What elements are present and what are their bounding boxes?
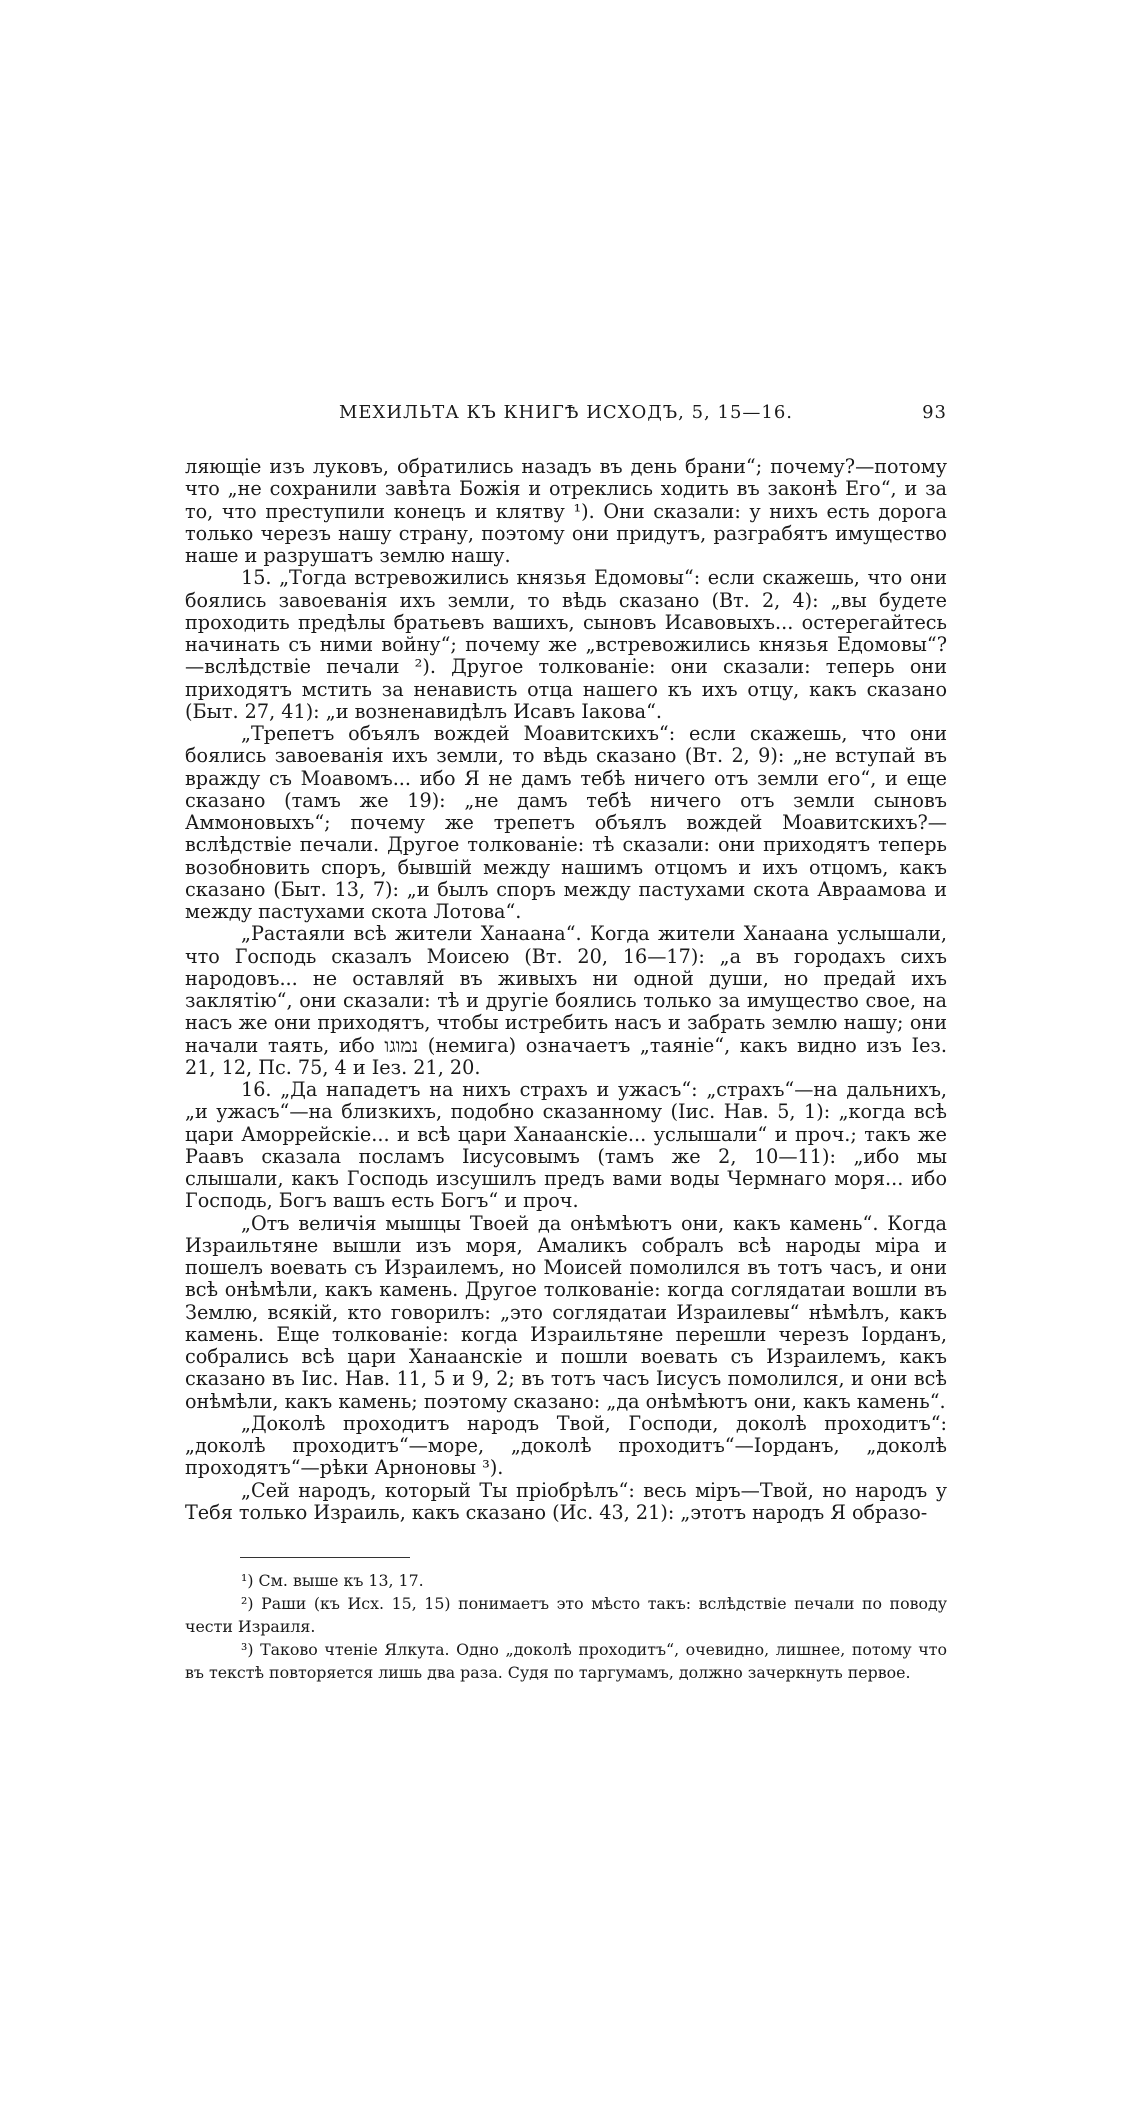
footnote-mark: ²)	[241, 1594, 254, 1613]
running-header	[185, 402, 947, 428]
paragraph-people: „Сей народъ, который Ты пріобрѣлъ“: весь міръ—Твой, но народъ у Тебя только Израиль, какъ сказано (Ис. 43, 21): „этотъ народъ Я образо-	[185, 1478, 947, 1524]
footnote-text: Раши (къ Исх. 15, 15) понимаетъ это мѣсто такъ: вслѣдствіе печали по поводу чести Израиля.	[185, 1594, 948, 1636]
footnote-text: Таково чтеніе Ялкута. Одно „доколѣ проходитъ“, очевидно, лишнее, потому что въ текстѣ повторяется лишь два раза. Судя по таргумамъ, должно зачеркнуть первое.	[185, 1640, 947, 1682]
paragraph-canaan: „Растаяли всѣ жители Ханаана“. Когда жители Ханаана услышали, что Господь сказалъ Моисею (Вт. 20, 16—17): „а въ городахъ сихъ народовъ... не оставляй въ живыхъ ни одной души, но предай ихъ заклятію“, они сказали: тѣ и другіе боялись только за имущество свое, на насъ же они приходятъ, чтобы истребить насъ и забрать землю нашу; они начали таять, ибо נמוגו (немига) означаетъ „таяніе“, какъ видно изъ Іез. 21, 12, Пс. 75, 4 и Іез. 21, 20.	[185, 922, 948, 1079]
footnote-text: См. выше къ 13, 17.	[258, 1571, 424, 1590]
footnote	[185, 1592, 947, 1638]
running-title: МЕХИЛЬТА КЪ КНИГѢ ИСХОДЪ, 5, 15—16.	[338, 402, 794, 423]
paragraph-pass-over: „Доколѣ проходитъ народъ Твой, Господи, доколѣ проходитъ“: „доколѣ проходитъ“—море, „доколѣ проходитъ“—Іорданъ, „доколѣ проходятъ“—рѣки Арноновы ³).	[185, 1411, 947, 1480]
footnotes	[185, 1569, 947, 1684]
footnote-divider	[240, 1557, 410, 1558]
main-text	[185, 456, 947, 1524]
paragraph-moab: „Трепетъ объялъ вождей Моавитскихъ“: если скажешь, что они боялись завоеванія ихъ земли, то вѣдь сказано (Вт. 2, 9): „не вступай въ вражду съ Моавомъ... ибо Я не дамъ тебѣ ничего отъ земли его“, и еще сказано (тамъ же 19): „не дамъ тебѣ ничего отъ земли сыновъ Аммоновыхъ“; почему же трепетъ объялъ вождей Моавитскихъ?—вслѣдствіе печали. Другое толкованіе: тѣ сказали: они приходятъ теперь возобновить споръ, бывшій между нашимъ отцомъ и ихъ отцомъ, какъ сказано (Быт. 13, 7): „и былъ споръ между пастухами скота Авраамова и между пастухами скота Лотова“.	[185, 722, 947, 923]
footnote-mark: ¹)	[241, 1571, 254, 1590]
paragraph-stone: „Отъ величія мышцы Твоей да онѣмѣютъ они, какъ камень“. Когда Израильтяне вышли изъ моря, Амаликъ собралъ всѣ народы міра и пошелъ воевать съ Израилемъ, но Моисей помолился въ тотъ часъ, и они всѣ онѣмѣли, какъ камень. Другое толкованіе: когда соглядатаи вошли въ Землю, всякій, кто говорилъ: „это соглядатаи Израилевы“ нѣмѣлъ, какъ камень. Еще толкованіе: когда Израильтяне перешли черезъ Іорданъ, собрались всѣ цари Ханаанскіе и пошли воевать съ Израилемъ, какъ сказано въ Іис. Нав. 11, 5 и 9, 2; въ тотъ часъ Іисусъ помолился, и они всѣ онѣмѣли, какъ камень; поэтому сказано: „да онѣмѣютъ они, какъ камень“.	[185, 1211, 947, 1413]
paragraph-continued: ляющіе изъ луковъ, обратились назадъ въ день брани“; почему?—потому что „не сохранили завѣта Божія и отреклись ходить въ законѣ Его“, и за то, что преступили конецъ и клятву ¹). Они сказали: у нихъ есть дорога только черезъ нашу страну, поэтому они придутъ, разграбятъ имущество наше и разрушатъ землю нашу.	[185, 455, 947, 567]
footnote	[185, 1638, 947, 1684]
footnote	[185, 1569, 947, 1592]
paragraph-verse-16: 16. „Да нападетъ на нихъ страхъ и ужасъ“: „страхъ“—на дальнихъ, „и ужасъ“—на близкихъ, подобно сказанному (Іис. Нав. 5, 1): „когда всѣ цари Аморрейскіе... и всѣ цари Ханаанскіе... услышали“ и проч.; такъ же Раавъ сказала посламъ Іисусовымъ (тамъ же 2, 10—11): „ибо мы слышали, какъ Господь изсушилъ предъ вами воды Чермнаго моря... ибо Господь, Богъ вашъ есть Богъ“ и проч.	[185, 1078, 947, 1213]
footnote-mark: ³)	[241, 1640, 254, 1659]
paragraph-verse-15: 15. „Тогда встревожились князья Едомовы“: если скажешь, что они боялись завоеванія ихъ земли, то вѣдь сказано (Вт. 2, 4): „вы будете проходить предѣлы братьевъ вашихъ, сыновъ Исавовыхъ... остерегайтесь начинать съ ними войну“; почему же „встревожились князья Едомовы“?—вслѣдствіе печали ²). Другое толкованіе: они сказали: теперь они приходятъ мстить за ненависть отца нашего къ ихъ отцу, какъ сказано (Быт. 27, 41): „и возненавидѣлъ Исавъ Іакова“.	[185, 566, 947, 723]
page-number: 93	[922, 402, 947, 423]
